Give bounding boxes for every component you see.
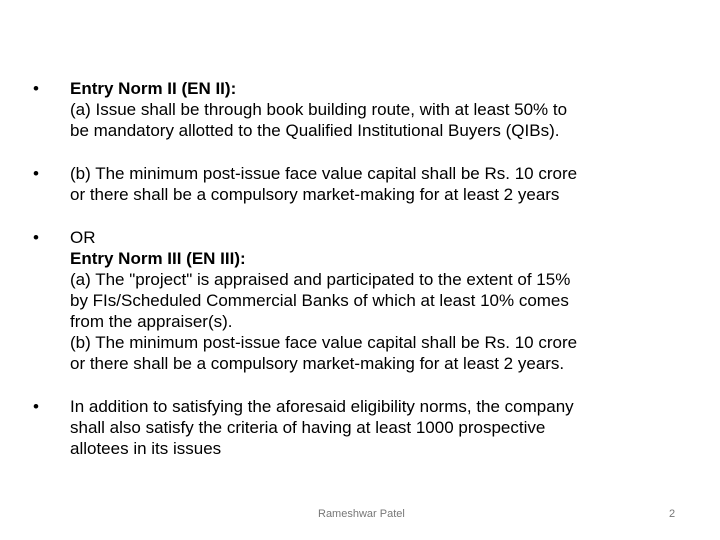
bullet-line: from the appraiser(s).	[70, 312, 233, 331]
bullet-entry-norm-3	[33, 227, 693, 374]
bullet-additional-criteria	[33, 396, 693, 459]
slide-body	[33, 78, 693, 481]
page-number: 2	[669, 508, 676, 520]
bullet-prefix: OR	[70, 228, 96, 247]
bullet-line: or there shall be a compulsory market-making for at least 2 years.	[70, 354, 565, 373]
bullet-line: (b) The minimum post-issue face value capital shall be Rs. 10 crore	[70, 333, 578, 352]
bullet-mark: •	[33, 164, 39, 183]
bullet-line: (a) The "project" is appraised and participated to the extent of 15%	[70, 270, 571, 289]
bullet-line: be mandatory allotted to the Qualified Institutional Buyers (QIBs).	[70, 121, 560, 140]
bullet-heading: Entry Norm III (EN III):	[70, 249, 246, 268]
bullet-min-capital	[33, 163, 693, 205]
bullet-line: In addition to satisfying the aforesaid eligibility norms, the company	[70, 397, 574, 416]
bullet-mark: •	[33, 79, 39, 98]
footer-author: Rameshwar Patel	[318, 508, 405, 520]
bullet-heading: Entry Norm II (EN II):	[70, 79, 237, 98]
bullet-entry-norm-2	[33, 78, 693, 141]
bullet-mark: •	[33, 228, 39, 247]
bullet-line: (b) The minimum post-issue face value capital shall be Rs. 10 crore	[70, 164, 578, 183]
bullet-line: or there shall be a compulsory market-making for at least 2 years	[70, 185, 560, 204]
bullet-line: shall also satisfy the criteria of having at least 1000 prospective	[70, 418, 546, 437]
bullet-mark: •	[33, 397, 39, 416]
bullet-line: by FIs/Scheduled Commercial Banks of which at least 10% comes	[70, 291, 569, 310]
bullet-line: allotees in its issues	[70, 439, 222, 458]
bullet-line: (a) Issue shall be through book building route, with at least 50% to	[70, 100, 568, 119]
